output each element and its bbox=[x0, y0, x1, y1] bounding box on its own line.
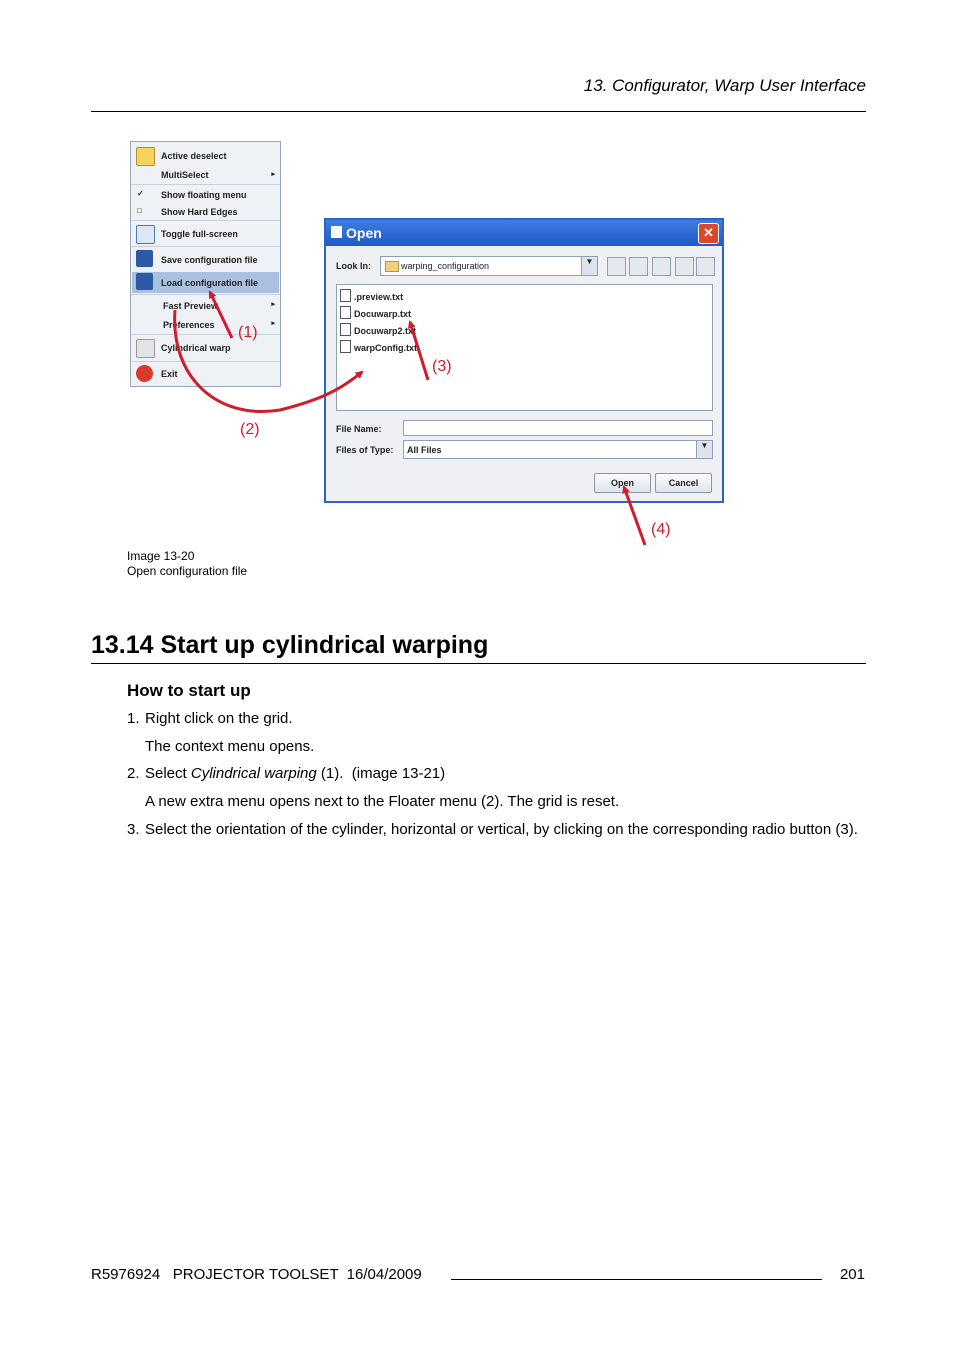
annotation-label: (4) bbox=[651, 521, 671, 538]
step-result: The context menu opens. bbox=[145, 738, 315, 755]
section-divider bbox=[91, 663, 866, 664]
step-text: Select the orientation of the cylinder, horizontal or vertical, by clicking on the corresponding radio button (3). bbox=[145, 821, 858, 838]
look-in-label: Look In: bbox=[336, 261, 371, 271]
annotation-label: (2) bbox=[240, 421, 260, 438]
files-of-type-value: All Files bbox=[407, 445, 442, 455]
step-text: Select Cylindrical warping (1). (image 13-21) bbox=[145, 765, 446, 782]
menu-item-exit[interactable]: Exit bbox=[161, 369, 178, 379]
files-of-type-label: Files of Type: bbox=[336, 445, 394, 455]
list-item[interactable]: .preview.txt bbox=[340, 289, 403, 302]
chevron-down-icon[interactable]: ▼ bbox=[581, 257, 597, 275]
menu-item-save-configuration[interactable]: Save configuration file bbox=[161, 255, 258, 265]
close-button[interactable]: ✕ bbox=[698, 223, 719, 244]
annotation-label: (3) bbox=[432, 358, 452, 375]
section-heading: 13.14 Start up cylindrical warping bbox=[91, 631, 489, 659]
arrow-1 bbox=[210, 292, 232, 338]
arrow-3 bbox=[410, 322, 428, 380]
menu-item-show-hard-edges[interactable]: Show Hard Edges bbox=[161, 207, 238, 217]
menu-item-multiselect[interactable]: MultiSelect bbox=[161, 170, 209, 180]
footer-doc-info: R5976924 PROJECTOR TOOLSET 16/04/2009 bbox=[91, 1266, 422, 1283]
subheading: How to start up bbox=[127, 681, 251, 700]
menu-item-fast-preview[interactable]: Fast Preview bbox=[163, 301, 219, 311]
menu-item-toggle-full-screen[interactable]: Toggle full-screen bbox=[161, 229, 238, 239]
list-item[interactable]: Docuwarp2.txt bbox=[340, 323, 416, 336]
menu-item-active-deselect[interactable]: Active deselect bbox=[161, 151, 227, 161]
dialog-title: Open bbox=[346, 225, 382, 241]
chevron-down-icon[interactable]: ▼ bbox=[696, 441, 712, 458]
open-button[interactable]: Open bbox=[594, 473, 651, 493]
figure-caption bbox=[127, 549, 247, 579]
menu-item-preferences[interactable]: Preferences bbox=[163, 320, 215, 330]
cancel-button[interactable]: Cancel bbox=[655, 473, 712, 493]
step-text: Right click on the grid. bbox=[145, 710, 293, 727]
chapter-title: 13. Configurator, Warp User Interface bbox=[583, 76, 866, 95]
checked-icon: ✓ bbox=[137, 189, 144, 198]
caption-number: Image 13-20 bbox=[127, 549, 195, 563]
menu-item-load-configuration[interactable]: Load configuration file bbox=[161, 278, 258, 288]
submenu-arrow-icon: ▸ bbox=[271, 171, 275, 178]
page-number: 201 bbox=[839, 1266, 865, 1283]
footer-divider bbox=[451, 1279, 822, 1280]
file-name-label: File Name: bbox=[336, 424, 382, 434]
list-item[interactable]: Docuwarp.txt bbox=[340, 306, 411, 319]
look-in-value: warping_configuration bbox=[401, 261, 490, 271]
annotation-label: (1) bbox=[238, 324, 258, 341]
step-number: 2. bbox=[127, 765, 140, 782]
step-number: 1. bbox=[127, 710, 140, 727]
menu-item-show-floating-menu[interactable]: Show floating menu bbox=[161, 190, 247, 200]
list-item[interactable]: warpConfig.txt bbox=[340, 340, 417, 353]
step-result: A new extra menu opens next to the Floater menu (2). The grid is reset. bbox=[145, 793, 620, 810]
submenu-arrow-icon: ▸ bbox=[271, 320, 275, 327]
unchecked-icon: □ bbox=[137, 206, 142, 215]
menu-item-cylindrical-warp[interactable]: Cylindrical warp bbox=[161, 343, 231, 353]
arrow-2 bbox=[175, 310, 362, 412]
step-number: 3. bbox=[127, 821, 140, 838]
arrow-4 bbox=[624, 487, 645, 545]
annotation-arrows bbox=[0, 0, 954, 600]
submenu-arrow-icon: ▸ bbox=[271, 301, 275, 308]
caption-text: Open configuration file bbox=[127, 564, 248, 578]
